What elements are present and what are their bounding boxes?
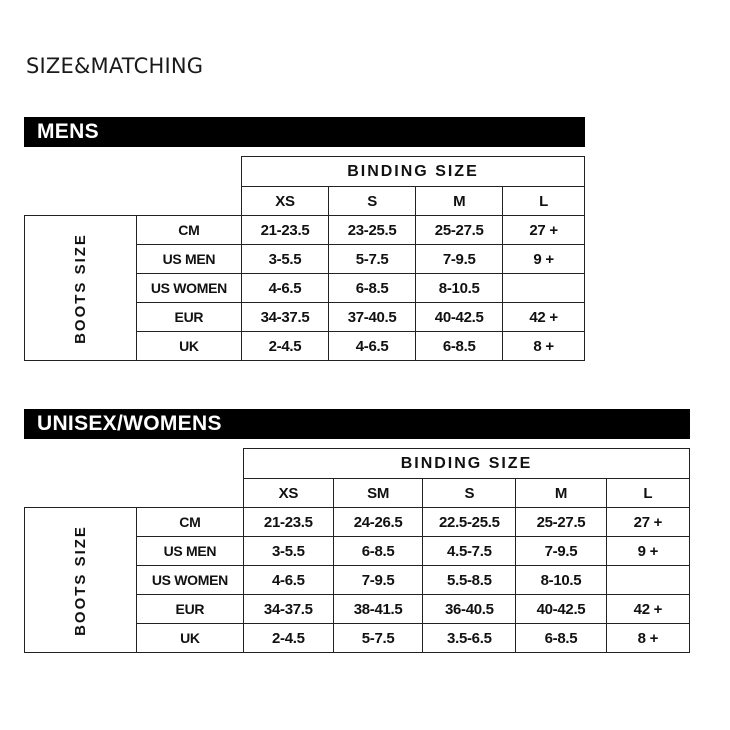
table-cell: 36-40.5 [423, 595, 516, 624]
page-title: SIZE&MATCHING [26, 54, 204, 78]
table-cell: 3-5.5 [243, 537, 333, 566]
table-cell: 8-10.5 [416, 274, 503, 303]
table-cell: 34-37.5 [241, 303, 328, 332]
row-label: CM [136, 216, 241, 245]
table-cell: 6-8.5 [516, 624, 607, 653]
table-cell: 34-37.5 [243, 595, 333, 624]
table-cell: 25-27.5 [516, 508, 607, 537]
corner-blank [25, 157, 242, 187]
table-cell: 6-8.5 [329, 274, 416, 303]
row-label: US MEN [136, 537, 243, 566]
mens-section [24, 117, 585, 367]
column-header: L [503, 187, 585, 216]
column-header: XS [243, 479, 333, 508]
womens-heading: UNISEX/WOMENS [37, 412, 222, 435]
table-cell: 4-6.5 [243, 566, 333, 595]
table-cell: 40-42.5 [416, 303, 503, 332]
table-cell: 4.5-7.5 [423, 537, 516, 566]
table-cell: 9 + [503, 245, 585, 274]
binding-size-header: BINDING SIZE [241, 157, 584, 187]
row-label: CM [136, 508, 243, 537]
womens-heading-bar [24, 409, 690, 439]
table-cell: 21-23.5 [243, 508, 333, 537]
table-cell: 38-41.5 [333, 595, 423, 624]
column-header: SM [333, 479, 423, 508]
row-label: US WOMEN [136, 274, 241, 303]
boots-size-label [25, 216, 137, 361]
table-cell [606, 566, 689, 595]
table-cell: 5.5-8.5 [423, 566, 516, 595]
table-cell: 3-5.5 [241, 245, 328, 274]
table-cell: 4-6.5 [241, 274, 328, 303]
corner-blank [25, 449, 244, 479]
corner-blank [25, 187, 242, 216]
row-label: EUR [136, 303, 241, 332]
table-cell: 2-4.5 [241, 332, 328, 361]
table-cell: 6-8.5 [416, 332, 503, 361]
table-row [25, 216, 585, 245]
table-cell: 22.5-25.5 [423, 508, 516, 537]
binding-size-header: BINDING SIZE [243, 449, 689, 479]
table-cell: 3.5-6.5 [423, 624, 516, 653]
row-label: US MEN [136, 245, 241, 274]
corner-blank [25, 479, 244, 508]
table-column-row [25, 479, 690, 508]
table-cell: 42 + [503, 303, 585, 332]
table-cell: 8 + [503, 332, 585, 361]
table-cell: 40-42.5 [516, 595, 607, 624]
table-header-row [25, 449, 690, 479]
table-cell: 27 + [606, 508, 689, 537]
table-cell: 8 + [606, 624, 689, 653]
table-cell: 42 + [606, 595, 689, 624]
table-cell: 27 + [503, 216, 585, 245]
table-column-row [25, 187, 585, 216]
womens-size-table [24, 448, 690, 653]
table-cell: 2-4.5 [243, 624, 333, 653]
table-cell: 4-6.5 [329, 332, 416, 361]
boots-size-text: BOOTS SIZE [71, 232, 89, 344]
row-label: EUR [136, 595, 243, 624]
row-label: UK [136, 332, 241, 361]
table-cell: 25-27.5 [416, 216, 503, 245]
table-cell: 7-9.5 [333, 566, 423, 595]
table-cell: 37-40.5 [329, 303, 416, 332]
boots-size-label [25, 508, 137, 653]
column-header: S [329, 187, 416, 216]
column-header: M [416, 187, 503, 216]
table-cell: 5-7.5 [329, 245, 416, 274]
table-cell: 21-23.5 [241, 216, 328, 245]
table-row [25, 508, 690, 537]
row-label: UK [136, 624, 243, 653]
mens-heading: MENS [37, 120, 99, 143]
column-header: XS [241, 187, 328, 216]
table-header-row [25, 157, 585, 187]
column-header: L [606, 479, 689, 508]
column-header: M [516, 479, 607, 508]
table-cell: 24-26.5 [333, 508, 423, 537]
womens-section [24, 409, 690, 659]
column-header: S [423, 479, 516, 508]
table-cell: 7-9.5 [516, 537, 607, 566]
boots-size-text: BOOTS SIZE [71, 524, 89, 636]
table-cell: 9 + [606, 537, 689, 566]
table-cell: 7-9.5 [416, 245, 503, 274]
table-cell [503, 274, 585, 303]
table-cell: 8-10.5 [516, 566, 607, 595]
row-label: US WOMEN [136, 566, 243, 595]
table-cell: 6-8.5 [333, 537, 423, 566]
table-cell: 5-7.5 [333, 624, 423, 653]
mens-heading-bar [24, 117, 585, 147]
mens-size-table [24, 156, 585, 361]
table-cell: 23-25.5 [329, 216, 416, 245]
